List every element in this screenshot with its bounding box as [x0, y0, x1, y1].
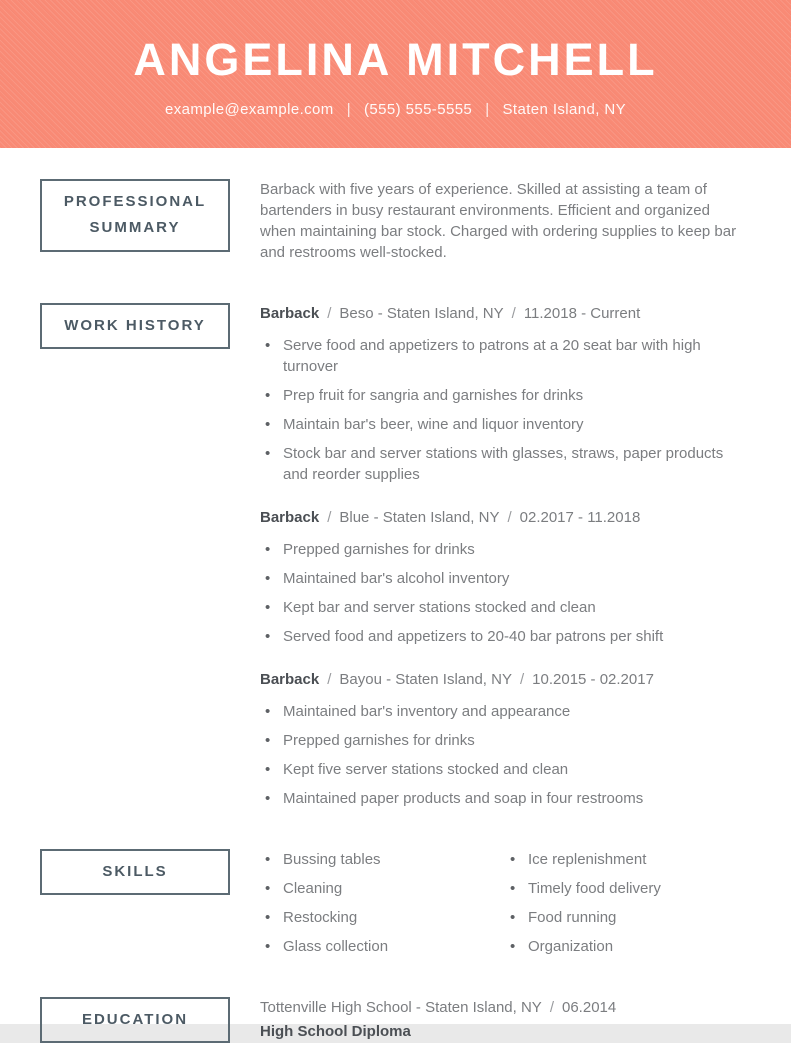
school-name: Tottenville High School - Staten Island, NY — [260, 999, 542, 1016]
skill-item: • Food running — [505, 907, 745, 928]
summary-content — [260, 179, 745, 263]
section-work-history — [40, 303, 745, 809]
separator-slash: / — [327, 671, 332, 688]
education-label-box — [40, 997, 230, 1043]
job-entry — [260, 669, 745, 809]
bullet-item: • Maintain bar's beer, wine and liquor inventory — [260, 414, 745, 435]
bullet-item: • Prep fruit for sangria and garnishes for drinks — [260, 385, 745, 406]
education-degree: High School Diploma — [260, 1023, 411, 1040]
bullet-item: • Prepped garnishes for drinks — [260, 730, 745, 751]
skill-item: • Glass collection — [260, 936, 505, 957]
job-title: Barback — [260, 671, 320, 688]
location-text: Staten Island, NY — [502, 100, 627, 118]
work-history-label: WORK HISTORY — [64, 317, 206, 334]
skills-col-2 — [505, 849, 745, 957]
job-title: Barback — [260, 509, 320, 526]
separator-slash: / — [519, 671, 525, 688]
separator-slash: / — [327, 305, 332, 322]
job-heading — [260, 303, 745, 324]
job-dates: 02.2017 - 11.2018 — [519, 509, 641, 526]
skill-item: • Cleaning — [260, 878, 505, 899]
job-heading — [260, 507, 745, 528]
name-heading: ANGELINA MITCHELL — [133, 33, 658, 85]
phone-text: (555) 555-5555 — [364, 100, 473, 118]
summary-label-line1: PROFESSIONAL — [63, 193, 207, 210]
education-school-line — [260, 997, 745, 1018]
bullet-item: • Maintained bar's alcohol inventory — [260, 568, 745, 589]
separator-slash: / — [327, 509, 332, 526]
job-dates: 10.2015 - 02.2017 — [532, 671, 654, 688]
summary-label-line2: SUMMARY — [89, 219, 181, 237]
email-text: example@example.com — [164, 100, 334, 118]
job-entry — [260, 507, 745, 647]
bullet-item: • Kept bar and server stations stocked and clean — [260, 597, 745, 618]
separator-pipe: | — [346, 100, 351, 118]
graduation-date: 06.2014 — [562, 999, 617, 1016]
section-education — [40, 997, 745, 1043]
skills-label: SKILLS — [102, 863, 168, 880]
section-skills — [40, 849, 745, 957]
skill-item: • Organization — [505, 936, 745, 957]
skill-item: • Restocking — [260, 907, 505, 928]
skill-item: • Ice replenishment — [505, 849, 745, 870]
section-professional-summary — [40, 179, 745, 263]
education-content — [260, 997, 745, 1042]
job-bullets — [260, 701, 745, 809]
skills-content — [260, 849, 745, 957]
job-company: Bayou - Staten Island, NY — [339, 671, 512, 688]
job-heading — [260, 669, 745, 690]
job-bullets — [260, 335, 745, 485]
work-history-content — [260, 303, 745, 809]
bullet-item: • Maintained bar's inventory and appearance — [260, 701, 745, 722]
skill-item: • Bussing tables — [260, 849, 505, 870]
job-company: Beso - Staten Island, NY — [339, 305, 504, 322]
bullet-item: • Stock bar and server stations with glasses, straws, paper products and reorder supplies — [260, 443, 745, 485]
separator-slash: / — [507, 509, 512, 526]
bullet-item: • Served food and appetizers to 20-40 bar patrons per shift — [260, 626, 745, 647]
summary-text: Barback with five years of experience. Skilled at assisting a team of bartenders in busy restaurant environments. Efficient and organized when maintaining bar stock. Charged with ordering supplies to keep bar and restrooms well-stocked. — [260, 181, 737, 261]
summary-label-box — [40, 179, 230, 252]
bullet-item: • Serve food and appetizers to patrons at a 20 seat bar with high turnover — [260, 335, 745, 377]
separator-slash: / — [511, 305, 516, 322]
bullet-item: • Maintained paper products and soap in four restrooms — [260, 788, 745, 809]
bullet-item: • Prepped garnishes for drinks — [260, 539, 745, 560]
contact-line — [165, 101, 626, 118]
resume-header — [0, 0, 791, 148]
jobs-list — [260, 303, 745, 809]
job-bullets — [260, 539, 745, 647]
skill-item: • Timely food delivery — [505, 878, 745, 899]
separator-slash: / — [549, 999, 554, 1016]
bullet-item: • Kept five server stations stocked and clean — [260, 759, 745, 780]
skills-columns — [260, 849, 745, 957]
skills-label-box — [40, 849, 230, 895]
separator-pipe: | — [485, 100, 490, 118]
job-company: Blue - Staten Island, NY — [339, 509, 500, 526]
job-entry — [260, 303, 745, 485]
resume-body — [0, 148, 791, 1043]
job-title: Barback — [260, 305, 320, 322]
education-label: EDUCATION — [81, 1011, 189, 1028]
skills-col-1 — [260, 849, 505, 957]
job-dates: 11.2018 - Current — [523, 305, 641, 322]
work-history-label-box — [40, 303, 230, 349]
